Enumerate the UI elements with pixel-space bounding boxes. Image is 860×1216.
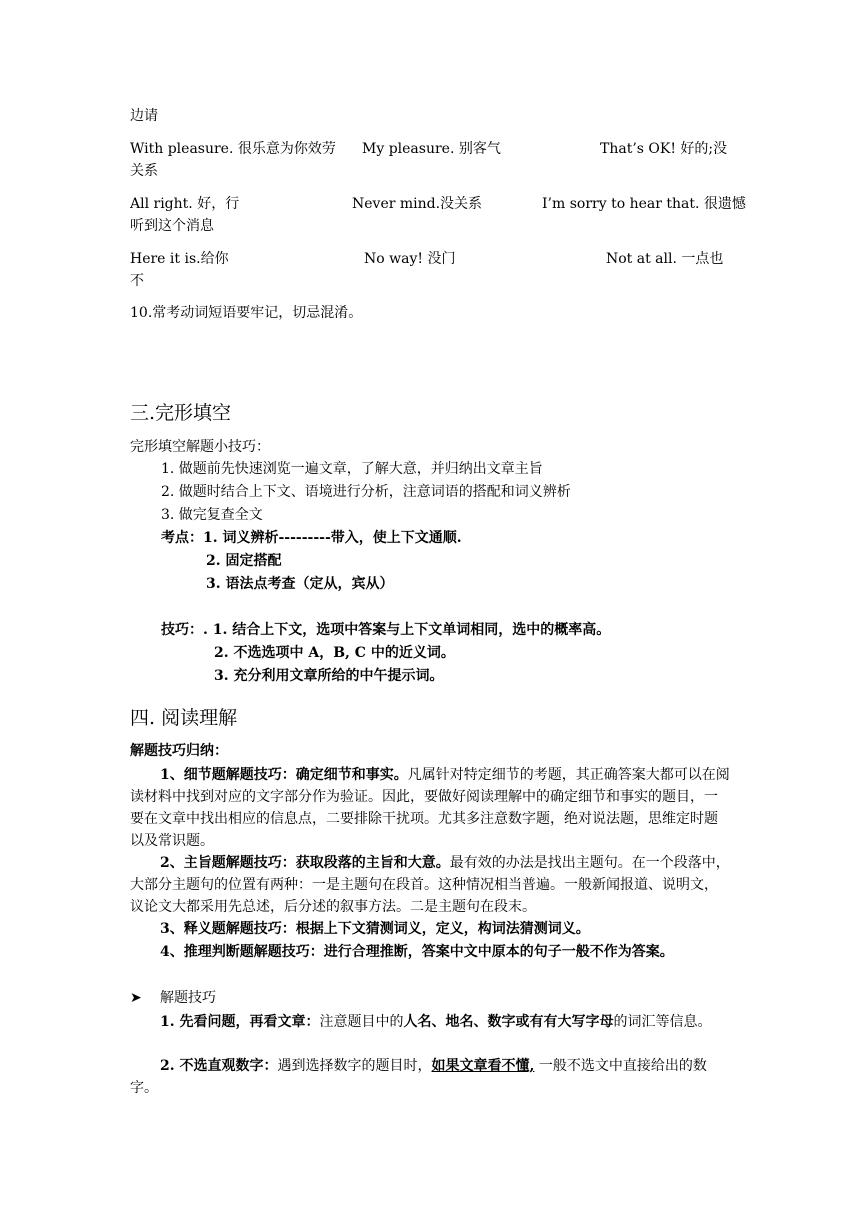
tip-body: 注意题目中的: [319, 1014, 404, 1030]
phrase-all-right: All right. 好，行: [130, 196, 240, 212]
jiqiao-item: 2. 不选选项中 A，B, C 中的近义词。: [214, 645, 455, 661]
phrase-not-at-all: Not at all. 一点也: [606, 251, 724, 267]
tip-underlined: 如果文章看不懂,: [431, 1058, 535, 1074]
bullet-label: 解题技巧: [160, 990, 216, 1006]
phrase-thats-ok: That’s OK! 好的;没: [600, 141, 728, 157]
paragraph-inference: 4、推理判断题解题技巧：进行合理推断，答案中文中原本的句子一般不作为答案。: [160, 944, 674, 960]
tip-read-questions: [130, 1011, 730, 1033]
tip-body: 遇到选择数字的题目时，: [277, 1058, 432, 1074]
tip-lead: 1. 先看问题，再看文章：: [160, 1014, 320, 1030]
tip-lead: 2. 不选直观数字：: [160, 1058, 278, 1074]
bullet-item: [130, 988, 216, 1008]
phrase-never-mind: Never mind.没关系: [352, 196, 483, 212]
paragraph-lead: 1、细节题解题技巧：确定细节和事实。: [160, 767, 408, 783]
phrase-wrap: 关系: [130, 163, 158, 179]
paragraph-definition: 3、释义题解题技巧：根据上下文猜测词义，定义，构词法猜测词义。: [160, 921, 590, 937]
kaodian-item: 2. 固定搭配: [206, 553, 282, 569]
section-heading: 三.完形填空: [130, 402, 232, 424]
phrase-no-way: No way! 没门: [364, 251, 456, 267]
item-10: 10.常考动词短语要牢记，切忌混淆。: [130, 305, 363, 321]
paragraph-detail: [130, 764, 730, 852]
section-intro: 完形填空解题小技巧：: [130, 439, 270, 455]
tip-emphasis: 人名、地名、数字或有有大写字母: [403, 1014, 614, 1030]
step-item: 2. 做题时结合上下文、语境进行分析，注意词语的搭配和词义辨析: [161, 484, 571, 500]
paragraph-body: 最有效的办法是找出主题句。在一个段落中，大部分主题句的位置有两种：一是主题句在段首。这种情况相当普遍。一般新闻报道、说明文，议论文大都采用先总述，后分述的叙事方法。二是主题句在段末。: [130, 855, 730, 915]
jiqiao-item: 技巧：. 1. 结合上下文，选项中答案与上下文单词相同，选中的概率高。: [161, 622, 611, 638]
step-item: 1. 做题前先快速浏览一遍文章，了解大意，并归纳出文章主旨: [161, 461, 543, 477]
paragraph-body: 凡属针对特定细节的考题，其正确答案大都可以在阅读材料中找到对应的文字部分作为验证。因此，要做好阅读理解中的确定细节和事实的题目，一要在文章中找出相应的信息点，二要排除干扰项。尤其多注意数字题，绝对说法题，思维定时题以及常识题。: [130, 767, 730, 849]
step-item: 3. 做完复查全文: [161, 507, 263, 523]
phrase-my-pleasure: My pleasure. 别客气: [362, 141, 501, 157]
paragraph-main-idea: [130, 852, 730, 918]
text-line: 边请: [130, 108, 158, 124]
phrase-sorry: I’m sorry to hear that. 很遗憾: [542, 196, 746, 212]
section-heading: 四. 阅读理解: [130, 707, 238, 729]
phrase-wrap: 不: [130, 273, 144, 289]
phrase-with-pleasure: With pleasure. 很乐意为你效劳: [130, 141, 336, 157]
phrase-here-it-is: Here it is.给你: [130, 251, 229, 267]
kaodian-item: 3. 语法点考查（定从，宾从）: [206, 576, 394, 592]
tip-body: 一般不选文中直接给出的数字。: [130, 1058, 707, 1096]
paragraph-lead: 2、主旨题解题技巧：获取段落的主旨和大意。: [160, 855, 450, 871]
summary-label: 解题技巧归纳：: [130, 743, 228, 759]
arrow-bullet-icon: ➤: [130, 990, 142, 1006]
tip-body: 的词汇等信息。: [613, 1014, 712, 1030]
tip-numbers: [130, 1055, 730, 1099]
jiqiao-item: 3. 充分利用文章所给的中午提示词。: [214, 668, 444, 684]
phrase-wrap: 听到这个消息: [130, 218, 214, 234]
kaodian-item: 考点：1. 词义辨析---------带入，使上下文通顺.: [161, 530, 462, 546]
